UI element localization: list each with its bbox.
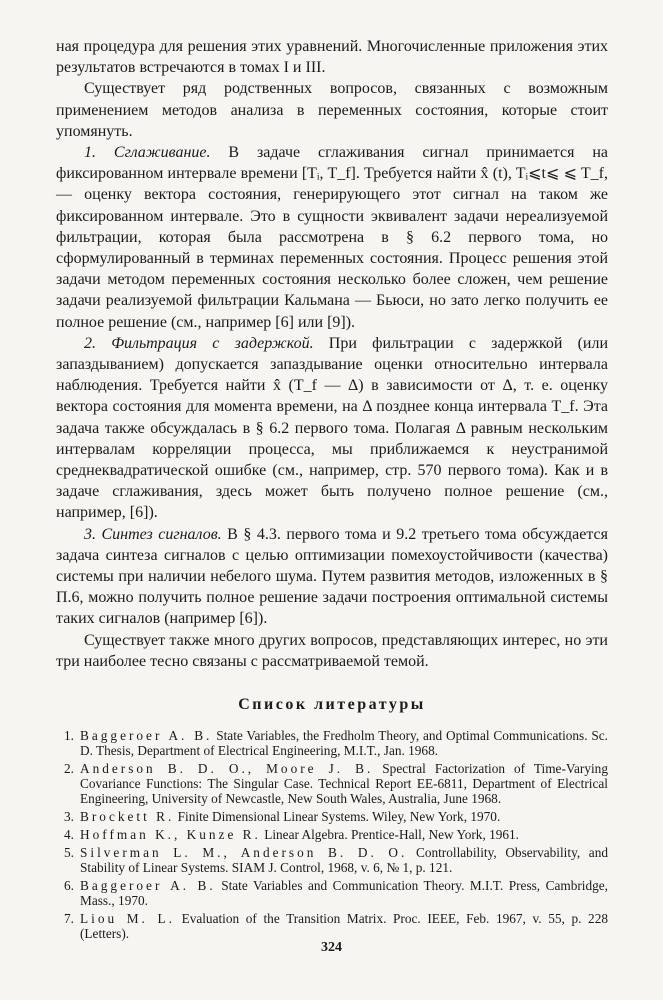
reference-authors: Baggeroer A. B. (80, 878, 216, 894)
reference-number: 1. (64, 728, 74, 744)
item-delayed-filtering (56, 333, 608, 524)
reference-number: 5. (64, 845, 74, 861)
reference-text: Linear Algebra. Prentice-Hall, New York, 1961. (260, 827, 520, 843)
intro-paragraph-0: ная процедура для решения этих уравнений. Многочисленные приложения этих результатов встречаются в томах I и III. (56, 38, 608, 77)
reference-number: 4. (64, 827, 74, 843)
reference-number: 3. (64, 809, 74, 825)
reference-authors: Brockett R. (80, 809, 175, 825)
reference-text: Controllability, Observability, and Stability of Linear Systems. SIAM J. Control, 1968, v. 6, № 1, p. 121. (80, 845, 608, 876)
item-signal-synthesis (56, 524, 608, 630)
reference-text: Evaluation of the Transition Matrix. Proc. IEEE, Feb. 1967, v. 55, p. 228 (Letters). (80, 911, 608, 942)
reference-item (56, 761, 608, 806)
reference-item (56, 809, 608, 824)
reference-authors: Anderson B. D. O., Moore J. B. (80, 761, 374, 777)
reference-number: 2. (64, 761, 74, 777)
item-smoothing (56, 142, 608, 333)
reference-text: State Variables and Communication Theory. M.I.T. Press, Cambridge, Mass., 1970. (80, 878, 608, 909)
reference-item (56, 728, 608, 758)
outro-paragraph: Существует также много других вопросов, представляющих интерес, но эти три наиболее тесно связаны с рассматриваемой темой. (56, 631, 608, 670)
reference-item (56, 845, 608, 875)
item-text: В задаче сглаживания сигнал принимается на фиксированном интервале времени [Tᵢ, T_f]. Требуется найти x̂ (t), Tᵢ⩽t⩽ ⩽ T_f, — оценку вектора состояния, генерирующего этот сигнал на таком же фиксированном интервале. Это в сущности эквивалент задачи нереализуемой фильтрации, которая была рассмотрена в § 6.2 первого тома, но сформулированный в терминах переменных состояния. Процесс решения этой задачи методом переменных состояния несколько более сложен, чем решение задачи реализуемой фильтрации Кальмана — Бьюси, но зато легко получить ее полное решение (см., например [6] или [9]). (56, 144, 608, 331)
page-number: 324 (321, 940, 342, 955)
item-title: 3. Синтез сигналов. (84, 525, 222, 543)
item-title: 2. Фильтрация с задержкой. (84, 334, 314, 352)
page-body (56, 36, 608, 944)
intro-paragraph-1: Существует ряд родственных вопросов, связанных с возможным применением методов анализа в переменных состояния, которые стоит упомянуть. (56, 80, 608, 140)
item-text: При фильтрации с задержкой (или запаздыванием) допускается запаздывание оценки относительно интервала наблюдения. Требуется найти x̂ (T_f — Δ) в зависимости от Δ, т. е. оценку вектора состояния для момента времени, на Δ позднее конца интервала T_f. Эта задача также обсуждалась в § 6.2 первого тома. Полагая Δ равным нескольким интервалам корреляции процесса, мы приближаемся к неустранимой среднеквадратической ошибке (см., например, стр. 570 первого тома). Как и в задаче сглаживания, здесь может быть получено полное решение (см., например, [6]). (56, 334, 609, 522)
reference-item (56, 827, 608, 842)
reference-item (56, 911, 608, 941)
reference-number: 6. (64, 878, 74, 894)
reference-number: 7. (64, 911, 74, 927)
reference-authors: Hoffman K., Kunze R. (80, 827, 261, 843)
reference-text: Finite Dimensional Linear Systems. Wiley, New York, 1970. (174, 809, 501, 825)
item-text: В § 4.3. первого тома и 9.2 третьего тома обсуждается задача синтеза сигналов с целью оптимизации помехоустойчивости (качества) системы при наличии небелого шума. Путем развития методов, изложенных в § П.6, можно получить полное решение задачи построения оптимальной системы таких сигналов (например [6]). (56, 525, 609, 628)
reference-authors: Silverman L. M., Anderson B. D. O. (80, 845, 408, 861)
reference-authors: Liou M. L. (80, 911, 175, 927)
bibliography-title: Список литературы (238, 696, 426, 714)
reference-text: Spectral Factorization of Time-Varying Covariance Functions: The Singular Case. Technical Report EE-6811, Department of Electrical Engineering, University of Newcastle, New South Wales, Australia, June 1968. (80, 761, 608, 807)
reference-authors: Baggeroer A. B. (80, 728, 213, 744)
reference-list (56, 728, 608, 941)
reference-text: State Variables, the Fredholm Theory, and Optimal Communications. Sc. D. Thesis, Department of Electrical Engineering, M.I.T., Jan. 1968. (80, 728, 608, 759)
reference-item (56, 878, 608, 908)
item-title: 1. Сглаживание. (84, 144, 211, 162)
